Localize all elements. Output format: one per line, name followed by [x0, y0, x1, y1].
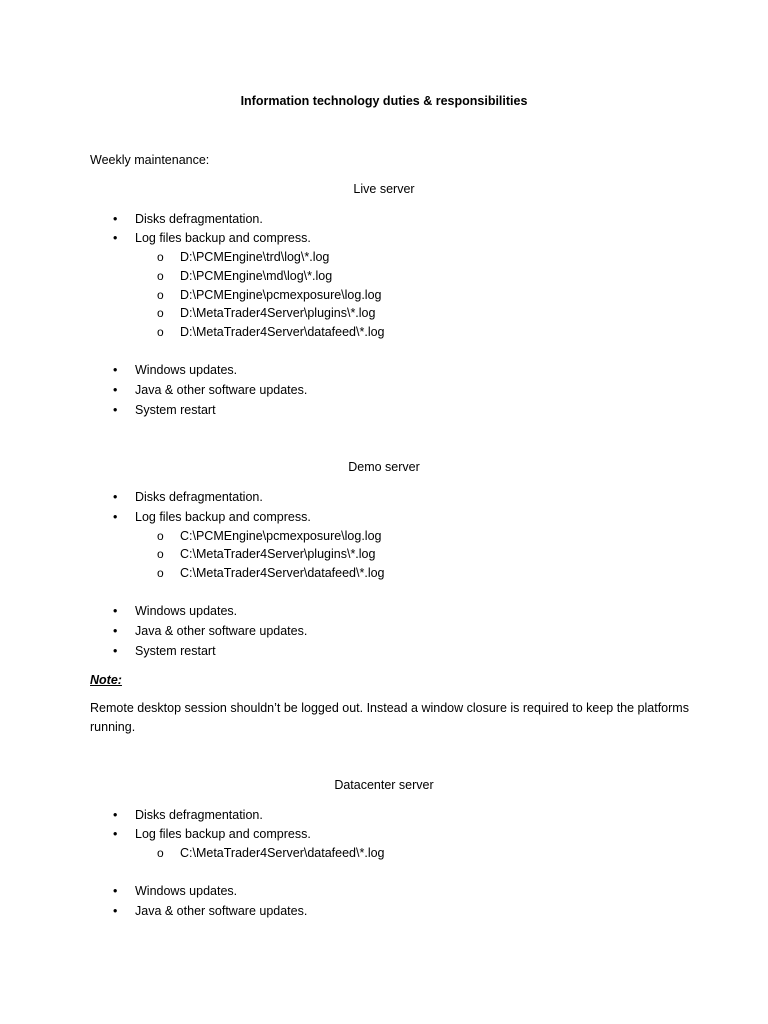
live-path-item: D:\PCMEngine\pcmexposure\log.log: [180, 288, 382, 302]
live-path-item: D:\PCMEngine\trd\log\*.log: [180, 250, 330, 264]
bullet-icon: •: [113, 510, 118, 524]
datacenter-java-item: Java & other software updates.: [135, 904, 308, 918]
circle-bullet-icon: o: [157, 846, 164, 860]
bullet-icon: •: [113, 212, 118, 226]
demo-server-heading: Demo server: [348, 460, 420, 474]
live-logs-item: Log files backup and compress.: [135, 231, 311, 245]
demo-windows-item: Windows updates.: [135, 604, 238, 618]
note-text: Remote desktop session shouldn’t be logged out. Instead a window closure is required to keep the platforms running.: [90, 701, 689, 734]
bullet-icon: •: [113, 624, 118, 638]
bullet-icon: •: [113, 604, 118, 618]
circle-bullet-icon: o: [157, 250, 164, 264]
demo-path-item: C:\MetaTrader4Server\plugins\*.log: [180, 547, 376, 561]
bullet-icon: •: [113, 383, 118, 397]
page-title: Information technology duties & responsibilities: [240, 94, 528, 108]
demo-path-item: C:\PCMEngine\pcmexposure\log.log: [180, 529, 382, 543]
demo-restart-item: System restart: [135, 644, 216, 658]
datacenter-logs-item: Log files backup and compress.: [135, 827, 311, 841]
circle-bullet-icon: o: [157, 547, 164, 561]
bullet-icon: •: [113, 403, 118, 417]
demo-java-item: Java & other software updates.: [135, 624, 308, 638]
bullet-icon: •: [113, 884, 118, 898]
live-path-item: D:\MetaTrader4Server\plugins\*.log: [180, 306, 376, 320]
circle-bullet-icon: o: [157, 306, 164, 320]
circle-bullet-icon: o: [157, 529, 164, 543]
circle-bullet-icon: o: [157, 325, 164, 339]
note-label: Note:: [90, 673, 122, 687]
bullet-icon: •: [113, 363, 118, 377]
datacenter-disks-item: Disks defragmentation.: [135, 808, 263, 822]
datacenter-server-heading: Datacenter server: [334, 778, 434, 792]
demo-path-item: C:\MetaTrader4Server\datafeed\*.log: [180, 566, 385, 580]
datacenter-path-item: C:\MetaTrader4Server\datafeed\*.log: [180, 846, 385, 860]
circle-bullet-icon: o: [157, 566, 164, 580]
demo-disks-item: Disks defragmentation.: [135, 490, 263, 504]
live-path-item: D:\MetaTrader4Server\datafeed\*.log: [180, 325, 385, 339]
datacenter-windows-item: Windows updates.: [135, 884, 238, 898]
live-windows-item: Windows updates.: [135, 363, 238, 377]
live-path-item: D:\PCMEngine\md\log\*.log: [180, 269, 333, 283]
bullet-icon: •: [113, 808, 118, 822]
demo-logs-item: Log files backup and compress.: [135, 510, 311, 524]
live-java-item: Java & other software updates.: [135, 383, 308, 397]
bullet-icon: •: [113, 904, 118, 918]
bullet-icon: •: [113, 827, 118, 841]
circle-bullet-icon: o: [157, 288, 164, 302]
weekly-maintenance-label: Weekly maintenance:: [90, 153, 210, 167]
circle-bullet-icon: o: [157, 269, 164, 283]
bullet-icon: •: [113, 231, 118, 245]
live-restart-item: System restart: [135, 403, 216, 417]
bullet-icon: •: [113, 490, 118, 504]
bullet-icon: •: [113, 644, 118, 658]
live-disks-item: Disks defragmentation.: [135, 212, 263, 226]
live-server-heading: Live server: [353, 182, 415, 196]
